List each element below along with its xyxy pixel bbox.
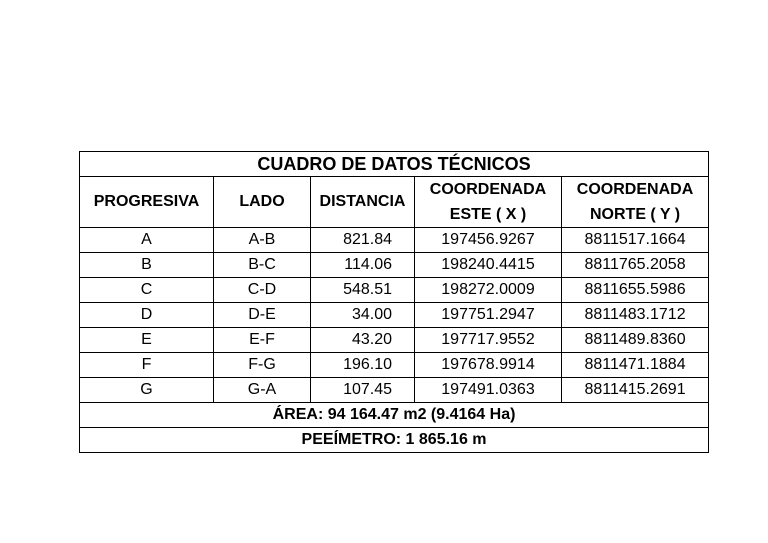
table-row — [80, 228, 709, 253]
cell-este: 198240.4415 — [415, 253, 562, 278]
cell-progresiva: A — [80, 228, 214, 253]
cell-progresiva: E — [80, 328, 214, 353]
cell-lado: G-A — [214, 378, 311, 403]
table-title: CUADRO DE DATOS TÉCNICOS — [80, 152, 709, 177]
table-row — [80, 303, 709, 328]
cell-este: 197751.2947 — [415, 303, 562, 328]
cell-progresiva: D — [80, 303, 214, 328]
header-coordenada-este — [415, 177, 562, 228]
table-row — [80, 328, 709, 353]
cell-norte: 8811415.2691 — [562, 378, 709, 403]
perimeter-summary: PEEÍMETRO: 1 865.16 m — [80, 428, 709, 453]
cell-progresiva: G — [80, 378, 214, 403]
table-row — [80, 353, 709, 378]
cell-lado: A-B — [214, 228, 311, 253]
technical-data-table — [79, 151, 709, 453]
cell-progresiva: F — [80, 353, 214, 378]
cell-progresiva: C — [80, 278, 214, 303]
perimeter-row — [80, 428, 709, 453]
cell-este: 197717.9552 — [415, 328, 562, 353]
cell-distancia: 548.51 — [311, 278, 415, 303]
cell-norte: 8811517.1664 — [562, 228, 709, 253]
cell-distancia: 107.45 — [311, 378, 415, 403]
cell-lado: E-F — [214, 328, 311, 353]
header-row — [80, 177, 709, 228]
header-lado: LADO — [214, 177, 311, 228]
header-coordenada-norte — [562, 177, 709, 228]
cell-lado: D-E — [214, 303, 311, 328]
table-row — [80, 278, 709, 303]
cell-distancia: 34.00 — [311, 303, 415, 328]
cell-distancia: 821.84 — [311, 228, 415, 253]
header-progresiva: PROGRESIVA — [80, 177, 214, 228]
title-row — [80, 152, 709, 177]
cell-distancia: 43.20 — [311, 328, 415, 353]
area-row — [80, 403, 709, 428]
cell-distancia: 114.06 — [311, 253, 415, 278]
header-norte-line1: COORDENADA — [576, 181, 694, 198]
cell-este: 197491.0363 — [415, 378, 562, 403]
cell-norte: 8811483.1712 — [562, 303, 709, 328]
cell-norte: 8811489.8360 — [562, 328, 709, 353]
cell-este: 198272.0009 — [415, 278, 562, 303]
cell-lado: F-G — [214, 353, 311, 378]
header-norte-line2: NORTE ( Y ) — [589, 206, 681, 223]
header-este-line1: COORDENADA — [429, 181, 547, 198]
cell-norte: 8811655.5986 — [562, 278, 709, 303]
table-row — [80, 378, 709, 403]
cell-lado: C-D — [214, 278, 311, 303]
cell-norte: 8811765.2058 — [562, 253, 709, 278]
cell-distancia: 196.10 — [311, 353, 415, 378]
header-distancia: DISTANCIA — [311, 177, 415, 228]
table-row — [80, 253, 709, 278]
header-este-line2: ESTE ( X ) — [449, 206, 527, 223]
cell-progresiva: B — [80, 253, 214, 278]
cell-norte: 8811471.1884 — [562, 353, 709, 378]
cell-lado: B-C — [214, 253, 311, 278]
cell-este: 197456.9267 — [415, 228, 562, 253]
cell-este: 197678.9914 — [415, 353, 562, 378]
area-summary: ÁREA: 94 164.47 m2 (9.4164 Ha) — [80, 403, 709, 428]
